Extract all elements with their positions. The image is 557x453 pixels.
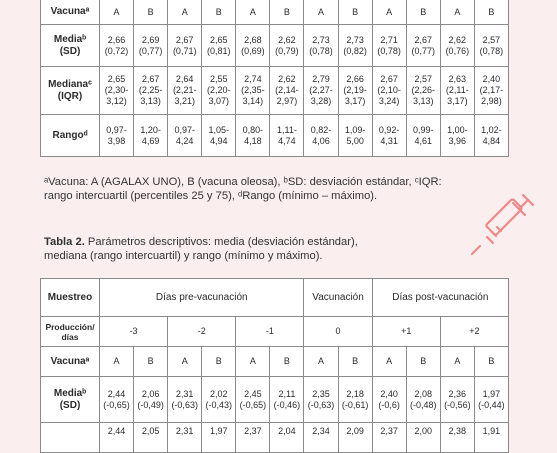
table1-mean-cell	[440, 25, 474, 67]
table2-mean-cell	[168, 377, 202, 423]
cell-line: A	[386, 6, 393, 17]
cell-line: B	[420, 6, 427, 17]
table2-header-row	[41, 279, 509, 317]
table2-vaccine-cell	[100, 347, 134, 377]
table1-median-cell	[372, 67, 406, 115]
table1-vaccine-cell	[100, 0, 134, 25]
table2-mean-cell	[440, 377, 474, 423]
table1-median-cell	[202, 67, 236, 115]
cell-line: 2,18	[346, 388, 364, 399]
cell-line: 0,80-	[242, 124, 264, 135]
median-label: Medianaᶜ	[48, 78, 92, 90]
cell-line: 2,36	[448, 388, 467, 399]
cell-line: 2,44	[107, 426, 126, 436]
table1-median-header	[41, 67, 100, 115]
mean-label: Mediaᵇ	[53, 387, 87, 399]
table1-range-cell	[202, 115, 236, 157]
cell-line: (0,78)	[377, 45, 401, 56]
caption-text-1: Parámetros descriptivos: media (desviación estándar),	[84, 236, 358, 248]
day-cell: 0	[304, 317, 372, 347]
post-vacunacion-header: Días post-vacunación	[372, 279, 508, 317]
day-cell: +1	[372, 317, 440, 347]
cell-line: 3,07)	[208, 96, 230, 106]
cell-line: 2,55	[210, 74, 228, 84]
cell-line: A	[249, 6, 256, 17]
cell-line: 2,44	[107, 388, 126, 399]
cell-line: 3,13)	[140, 96, 161, 106]
table1-mean-cell	[100, 25, 134, 67]
cell-line: 2,31	[175, 426, 194, 436]
cell-line: 1,02-	[481, 124, 502, 135]
cell-line: 2,67	[141, 74, 160, 84]
cell-line: 4,61	[414, 135, 432, 146]
table1-range-cell	[236, 115, 270, 157]
cell-line: (2,20-	[207, 85, 231, 95]
table2-mean-cell	[474, 377, 508, 423]
sd-label: (SD)	[59, 399, 81, 411]
cell-line: 2,11	[278, 388, 296, 399]
cell-line: (-0,63)	[307, 399, 335, 410]
table1-mean-header	[41, 25, 100, 67]
cell-line: B	[147, 6, 154, 17]
table1-median-cell	[440, 67, 474, 115]
cell-line: (-0,43)	[205, 399, 233, 410]
table1-mean-cell	[304, 25, 338, 67]
table1-vaccine-cell	[236, 0, 270, 25]
cell-line: 2,74	[244, 74, 262, 84]
table1-range-cell	[100, 115, 134, 157]
table1-vaccine-cell	[406, 0, 440, 25]
cell-line: (-0,49)	[137, 399, 164, 410]
cell-line: 2,69	[141, 34, 160, 45]
table1-median-cell	[236, 67, 270, 115]
table1-mean-cell	[406, 25, 440, 67]
table1-vaccine-cell	[440, 0, 474, 25]
table2-days-row	[41, 317, 509, 347]
cell-line: (2,10-	[377, 85, 401, 95]
table2-mean-cell	[304, 377, 338, 423]
table2-vaccine-header: Vacunaᵃ	[41, 347, 100, 377]
table1-range-cell	[338, 115, 372, 157]
table2-vaccine-cell	[440, 347, 474, 377]
cell-line: 2,02	[210, 388, 228, 399]
cell-line: 2,34	[312, 426, 330, 436]
cell-line: 5,00	[346, 135, 364, 146]
table1-range-cell	[372, 115, 406, 157]
cell-line: 2,65	[107, 74, 126, 84]
cell-line: 4,94	[210, 135, 228, 146]
table1-median-cell	[168, 67, 202, 115]
table1-vaccine-cell	[338, 0, 372, 25]
cell-line: (0,78)	[479, 45, 504, 56]
cell-line: 2,68	[244, 34, 262, 45]
table2-mean-row	[41, 377, 509, 423]
table2-partial-cell	[474, 423, 508, 453]
table2-partial-cell	[236, 423, 270, 453]
cell-line: 2,57	[482, 34, 501, 45]
cell-line: 2,97)	[276, 96, 298, 106]
table1-range-cell	[406, 115, 440, 157]
cell-line: 4,31	[380, 135, 398, 146]
cell-line: 3,17)	[344, 96, 366, 106]
cell-line: (2,35-	[241, 85, 265, 95]
cell-line: A	[454, 356, 461, 366]
cell-line: 0,82-	[310, 124, 332, 135]
table1-mean-cell	[474, 25, 508, 67]
cell-line: B	[488, 356, 495, 366]
table1-vaccine-row	[41, 0, 509, 25]
pre-vacunacion-header: Días pre-vacunación	[100, 279, 304, 317]
table1-median-cell	[270, 67, 304, 115]
cell-line: 3,13)	[412, 96, 434, 106]
cell-line: 2,37	[380, 426, 398, 436]
table1-vaccine-cell	[304, 0, 338, 25]
cell-line: B	[352, 356, 359, 366]
cell-line: (2,25-	[138, 85, 163, 95]
cell-line: 0,97-	[106, 124, 127, 135]
cell-line: 2,05	[141, 426, 160, 436]
cell-line: (-0,65)	[239, 399, 267, 410]
cell-line: A	[113, 356, 120, 366]
table1-range-cell	[304, 115, 338, 157]
cell-line: (0,81)	[207, 45, 231, 56]
caption-line-1	[44, 235, 444, 249]
cell-line: (-0,63)	[171, 399, 198, 410]
mean-label: Mediaᵇ	[53, 33, 87, 45]
table1-range-header: Rangoᵈ	[41, 115, 100, 157]
cell-line: 3,14)	[242, 96, 264, 106]
table1-mean-row	[41, 25, 509, 67]
table1-mean-cell	[236, 25, 270, 67]
table1-vaccine-cell	[372, 0, 406, 25]
cell-line: (2,30-	[104, 85, 129, 95]
table1-range-cell	[134, 115, 168, 157]
cell-line: (2,27-	[309, 85, 333, 95]
cell-line: 1,05-	[208, 124, 230, 135]
table1-mean-cell	[168, 25, 202, 67]
cell-line: 1,91	[482, 426, 501, 436]
table1-vaccine-cell	[168, 0, 202, 25]
table1-range-cell	[440, 115, 474, 157]
cell-line: 2,67	[414, 34, 432, 45]
cell-line: 1,97	[210, 426, 228, 436]
cell-line: 4,84	[482, 135, 501, 146]
cell-line: (2,11-	[445, 85, 469, 95]
cell-line: (2,21-	[172, 85, 197, 95]
table1-median-cell	[100, 67, 134, 115]
table-1	[40, 0, 509, 157]
table2-mean-cell	[236, 377, 270, 423]
table1-median-cell	[474, 67, 508, 115]
table2-partial-cell	[406, 423, 440, 453]
cell-line: 2,67	[175, 34, 194, 45]
table2-vaccine-cell	[236, 347, 270, 377]
cell-line: (-0,44)	[478, 399, 505, 410]
cell-line: 0,97-	[174, 124, 195, 135]
cell-line: 2,62	[278, 74, 296, 84]
cell-line: 3,96	[448, 135, 467, 146]
cell-line: A	[113, 6, 120, 17]
table2-vaccine-cell	[406, 347, 440, 377]
table-2	[40, 278, 509, 453]
table2-partial-cell	[338, 423, 372, 453]
day-cell: -1	[236, 317, 304, 347]
cell-line: (0,69)	[241, 45, 265, 56]
table1-mean-cell	[338, 25, 372, 67]
produccion-header	[41, 317, 100, 347]
cell-line: 2,62	[278, 34, 296, 45]
produccion-label: Producción/	[45, 321, 95, 332]
table2-vaccine-cell	[304, 347, 338, 377]
day-cell: +2	[440, 317, 508, 347]
cell-line: A	[318, 6, 325, 17]
cell-line: A	[318, 356, 325, 366]
table2-caption	[44, 235, 444, 263]
table1-vaccine-header: Vacunaᵃ	[41, 0, 100, 25]
cell-line: (-0,61)	[341, 399, 369, 410]
cell-line: 2,67	[380, 74, 398, 84]
table2-mean-cell	[134, 377, 168, 423]
syringe-icon	[468, 190, 538, 260]
cell-line: (2,19-	[343, 85, 367, 95]
table1-range-cell	[168, 115, 202, 157]
cell-line: B	[215, 356, 222, 366]
cell-line: 2,65	[210, 34, 228, 45]
cell-line: 4,18	[244, 135, 262, 146]
cell-line: A	[181, 6, 188, 17]
vacunacion-header: Vacunación	[304, 279, 372, 317]
caption-title: Tabla 2.	[44, 236, 85, 248]
table2-partial-cell	[270, 423, 304, 453]
table1-vaccine-cell	[270, 0, 304, 25]
table2-vaccine-cell	[202, 347, 236, 377]
table1-mean-cell	[270, 25, 304, 67]
cell-line: (2,17-	[479, 85, 504, 95]
dias-label: días	[61, 331, 79, 342]
cell-line: 2,66	[346, 74, 364, 84]
table1-range-cell	[270, 115, 304, 157]
table1-mean-cell	[202, 25, 236, 67]
table2-vaccine-cell	[474, 347, 508, 377]
day-cell: -2	[168, 317, 236, 347]
cell-line: (2,14-	[275, 85, 299, 95]
cell-line: 2,57	[414, 74, 432, 84]
table2-partial-header	[41, 423, 100, 453]
cell-line: 2,73	[312, 34, 330, 45]
table1-median-cell	[338, 67, 372, 115]
cell-line: (0,77)	[411, 45, 435, 56]
table2-vaccine-cell	[134, 347, 168, 377]
cell-line: 4,74	[278, 135, 296, 146]
table2-partial-row	[41, 423, 509, 453]
muestreo-header: Muestreo	[41, 279, 100, 317]
cell-line: 4,69	[141, 135, 160, 146]
table1-mean-cell	[372, 25, 406, 67]
table2-partial-cell	[372, 423, 406, 453]
table2-vaccine-cell	[270, 347, 304, 377]
cell-line: B	[215, 6, 222, 17]
cell-line: 3,24)	[378, 96, 400, 106]
caption-line-2: mediana (rango intercuartil) y rango (mínimo y máximo).	[44, 250, 323, 262]
table2-mean-cell	[202, 377, 236, 423]
cell-line: 1,11-	[277, 124, 297, 135]
cell-line: (0,72)	[104, 45, 129, 56]
cell-line: (0,71)	[172, 45, 197, 56]
cell-line: 2,66	[107, 34, 126, 45]
iqr-label: (IQR)	[57, 90, 83, 102]
table2-partial-cell	[440, 423, 474, 453]
cell-line: 3,21)	[174, 96, 195, 106]
footnote-line-1: ᵃVacuna: A (AGALAX UNO), B (vacuna oleosa), ᵇSD: desviación estándar, ᶜIQR:	[44, 176, 442, 188]
cell-line: 4,06	[312, 135, 330, 146]
table2-mean-cell	[270, 377, 304, 423]
table2-mean-cell	[372, 377, 406, 423]
cell-line: 3,28)	[310, 96, 332, 106]
table2-mean-cell	[338, 377, 372, 423]
cell-line: 2,06	[141, 388, 160, 399]
table2-vaccine-cell	[338, 347, 372, 377]
cell-line: A	[454, 6, 461, 17]
sd-label: (SD)	[59, 45, 81, 57]
table1-vaccine-cell	[474, 0, 508, 25]
cell-line: 2,63	[448, 74, 467, 84]
cell-line: 2,00	[414, 426, 432, 436]
cell-line: 2,09	[346, 426, 364, 436]
cell-line: 1,00-	[447, 124, 468, 135]
cell-line: B	[283, 356, 290, 366]
table1-footnote	[44, 175, 484, 203]
table2-partial-cell	[202, 423, 236, 453]
day-cell: -3	[100, 317, 168, 347]
table2-mean-cell	[406, 377, 440, 423]
cell-line: 2,37	[244, 426, 262, 436]
cell-line: 1,97	[482, 388, 501, 399]
cell-line: B	[488, 6, 495, 17]
cell-line: B	[352, 6, 359, 17]
table1-mean-cell	[134, 25, 168, 67]
cell-line: 2,71	[380, 34, 398, 45]
cell-line: (-0,6)	[378, 399, 400, 410]
cell-line: B	[283, 6, 290, 17]
table2-partial-cell	[304, 423, 338, 453]
table1-median-cell	[304, 67, 338, 115]
cell-line: 3,98	[107, 135, 126, 146]
cell-line: A	[386, 356, 393, 366]
cell-line: 2,40	[482, 74, 501, 84]
cell-line: 1,20-	[140, 124, 161, 135]
cell-line: (-0,48)	[409, 399, 437, 410]
cell-line: 2,40	[380, 388, 398, 399]
table1-vaccine-cell	[134, 0, 168, 25]
cell-line: 1,09-	[344, 124, 366, 135]
table1-median-cell	[134, 67, 168, 115]
cell-line: 2,31	[175, 388, 194, 399]
cell-line: (0,82)	[343, 45, 367, 56]
cell-line: 0,99-	[412, 124, 434, 135]
cell-line: 2,73	[346, 34, 364, 45]
table2-vaccine-row	[41, 347, 509, 377]
table1-range-row	[41, 115, 509, 157]
table2-vaccine-cell	[372, 347, 406, 377]
cell-line: 2,04	[278, 426, 296, 436]
cell-line: 2,35	[312, 388, 330, 399]
table1-median-cell	[406, 67, 440, 115]
table1-vaccine-cell	[202, 0, 236, 25]
cell-line: (0,79)	[275, 45, 299, 56]
cell-line: A	[181, 356, 188, 366]
cell-line: A	[249, 356, 256, 366]
table2-mean-header	[41, 377, 100, 423]
cell-line: 4,24	[175, 135, 194, 146]
cell-line: B	[147, 356, 154, 366]
cell-line: (0,77)	[138, 45, 163, 56]
cell-line: 2,38	[448, 426, 467, 436]
table1-range-cell	[474, 115, 508, 157]
cell-line: 3,17)	[447, 96, 468, 106]
cell-line: (0,76)	[445, 45, 470, 56]
footnote-line-2: rango intercuartil (percentiles 25 y 75), ᵈRango (mínimo – máximo).	[44, 190, 378, 202]
cell-line: 2,64	[175, 74, 194, 84]
cell-line: (-0,46)	[273, 399, 301, 410]
table2-partial-cell	[134, 423, 168, 453]
cell-line: 2,98)	[481, 96, 502, 106]
cell-line: 0,92-	[378, 124, 400, 135]
cell-line: B	[420, 356, 427, 366]
table1-median-row	[41, 67, 509, 115]
cell-line: (2,26-	[411, 85, 435, 95]
table2-mean-cell	[100, 377, 134, 423]
cell-line: 2,79	[312, 74, 330, 84]
table2-vaccine-cell	[168, 347, 202, 377]
cell-line: 2,45	[244, 388, 262, 399]
table2-partial-cell	[168, 423, 202, 453]
cell-line: (-0,65)	[103, 399, 130, 410]
table2-partial-cell	[100, 423, 134, 453]
cell-line: (-0,56)	[444, 399, 471, 410]
cell-line: 3,12)	[106, 96, 127, 106]
cell-line: 2,62	[448, 34, 467, 45]
cell-line: (0,78)	[309, 45, 333, 56]
cell-line: 2,08	[414, 388, 432, 399]
